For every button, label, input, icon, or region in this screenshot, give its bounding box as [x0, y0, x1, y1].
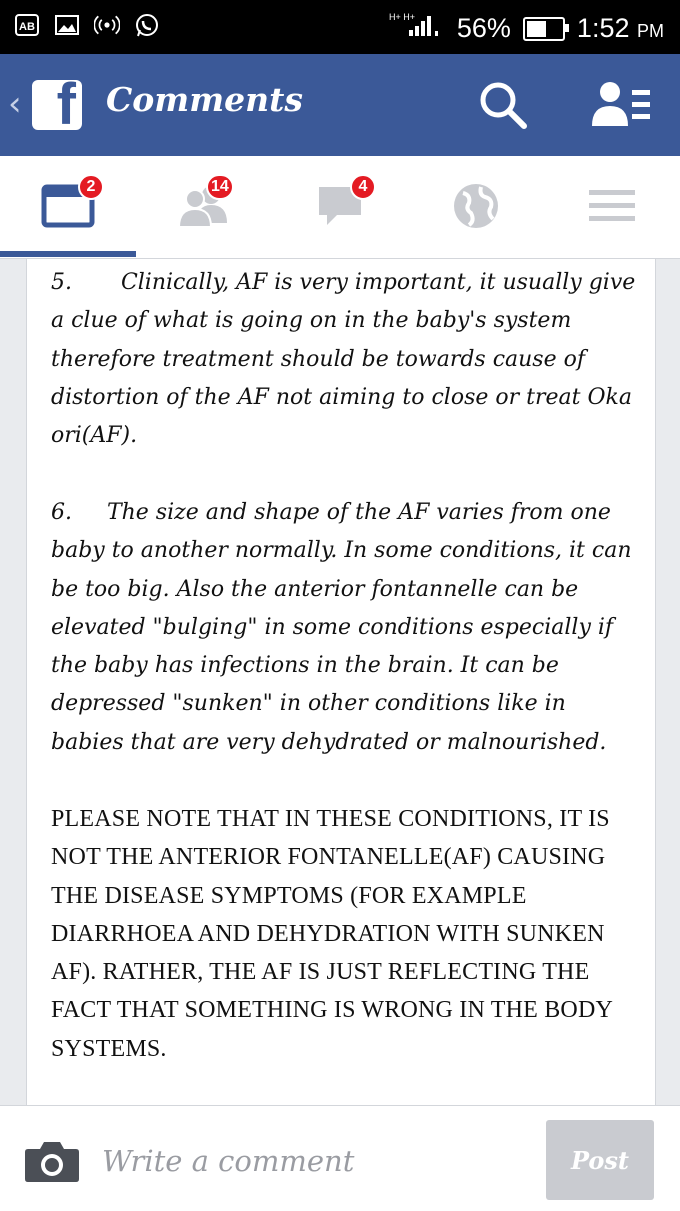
tab-bar — [0, 156, 680, 259]
whatsapp-icon — [134, 12, 160, 38]
camera-button[interactable] — [24, 1139, 80, 1183]
camera-icon — [24, 1139, 80, 1183]
page-title: Comments — [106, 80, 303, 119]
battery-icon — [523, 17, 565, 41]
svg-text:AB: AB — [19, 21, 35, 33]
messages-badge: 4 — [350, 174, 376, 200]
comment-composer — [0, 1105, 680, 1211]
clock-suffix: PM — [637, 21, 664, 41]
tab-news-feed[interactable] — [0, 156, 136, 256]
battery-percent: 56% — [456, 13, 511, 43]
search-icon — [476, 78, 530, 132]
active-tab-indicator — [0, 251, 136, 257]
tab-notifications[interactable] — [408, 156, 544, 256]
app-notification-icon — [14, 12, 40, 38]
friends-list-button[interactable] — [592, 78, 646, 132]
news-feed-badge: 2 — [78, 174, 104, 200]
person-list-icon — [592, 78, 652, 132]
comment-input[interactable] — [100, 1132, 524, 1190]
back-chevron-icon[interactable]: ‹ — [8, 84, 22, 124]
comment-paragraph-5: 5. Clinically, AF is very important, it usually give a clue of what is going on in the baby's system therefore treatment should be towards cause of distortion of the AF not aiming to close or treat Oka ori(AF). — [51, 270, 636, 449]
hamburger-menu-icon — [587, 186, 637, 226]
image-notification-icon — [54, 12, 80, 38]
post-button[interactable]: Post — [546, 1120, 654, 1200]
signal-strength-icon — [389, 10, 445, 47]
comment-body — [26, 259, 656, 1105]
comment-note: PLEASE NOTE THAT IN THESE CONDITIONS, IT IS NOT THE ANTERIOR FONTANELLE(AF) CAUSING THE DISEASE SYMPTOMS (FOR EXAMPLE DIARRHOEA AND DEHYDRATION WITH SUNKEN AF). RATHER, THE AF IS JUST REFLECTING THE FACT THAT SOMETHING IS WRONG IN THE BODY SYSTEMS. — [51, 806, 613, 1062]
tab-messages[interactable] — [272, 156, 408, 256]
status-bar — [0, 0, 680, 54]
comment-paragraph-6: 6. The size and shape of the AF varies from one baby to another normally. In some conditions, it can be too big. Also the anterior fontannelle can be elevated "bulging" in some conditions especially if the baby has infections in the brain. It can be depressed "sunken" in other conditions like in babies that are very dehydrated or malnourished. — [51, 500, 632, 755]
tab-menu[interactable] — [544, 156, 680, 256]
search-button[interactable] — [476, 78, 530, 132]
svg-text:H+ H+: H+ H+ — [388, 12, 415, 22]
clock-time: 1:52 — [576, 13, 630, 43]
hotspot-icon — [94, 12, 120, 38]
battery-fill — [527, 21, 546, 37]
friend-requests-badge: 14 — [206, 174, 234, 200]
tab-friend-requests[interactable] — [136, 156, 272, 256]
facebook-logo[interactable]: f — [32, 80, 82, 130]
app-header — [0, 54, 680, 156]
globe-icon — [451, 181, 501, 231]
status-system-info — [389, 10, 664, 47]
clock — [577, 13, 664, 44]
status-notification-icons — [14, 12, 160, 38]
